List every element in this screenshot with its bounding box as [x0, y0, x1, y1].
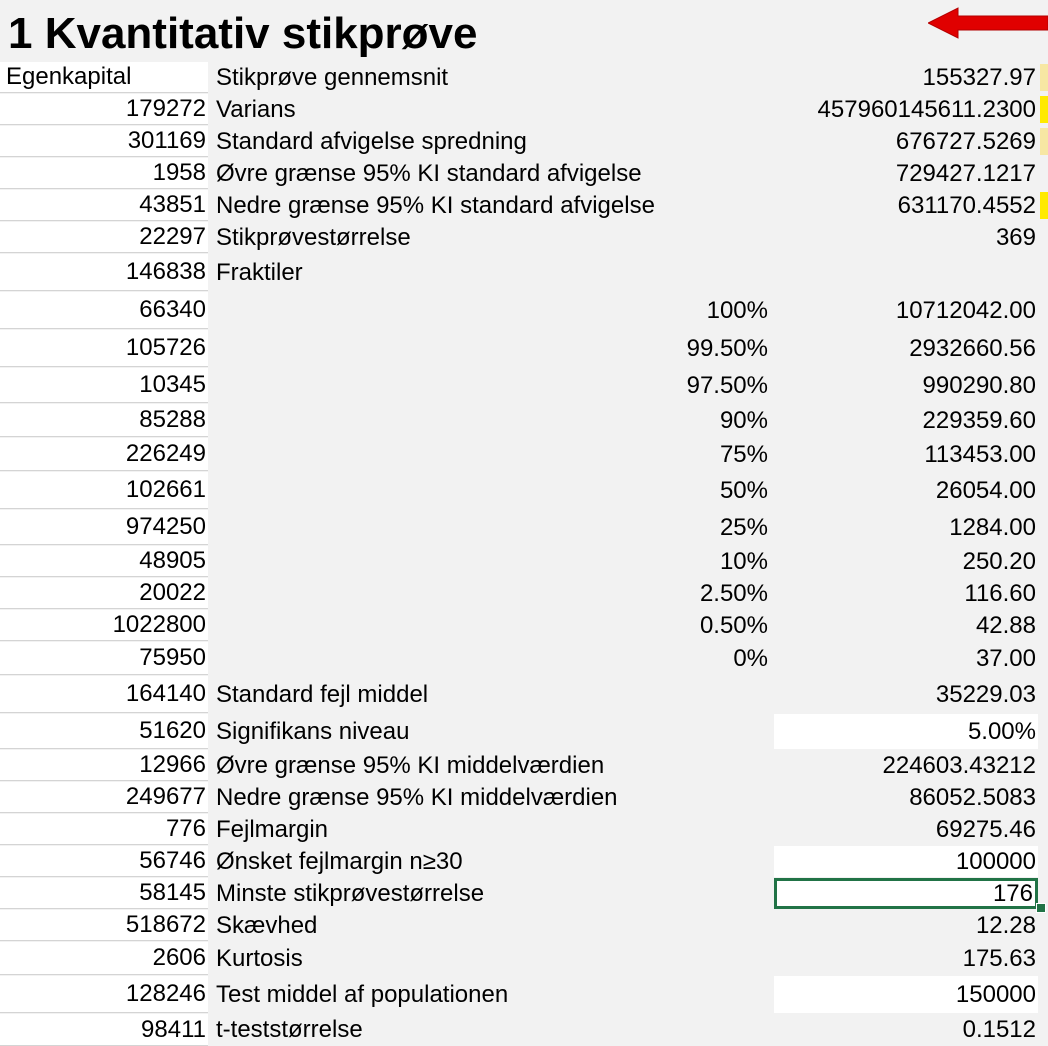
sheet-row [0, 126, 1048, 157]
cell-percentile[interactable] [560, 814, 768, 845]
cell-egenkapital[interactable]: 10345 [0, 368, 208, 403]
cell-value[interactable]: 229359.60 [922, 406, 1036, 434]
cell-value[interactable]: 0.1512 [962, 1016, 1036, 1043]
cell-value[interactable]: 1284.00 [949, 513, 1036, 541]
sheet-row [0, 910, 1048, 941]
cell-egenkapital[interactable]: 56746 [0, 846, 208, 877]
sheet-row [0, 878, 1048, 909]
sheet-row [0, 404, 1048, 437]
cell-percentile[interactable]: 10% [719, 547, 768, 575]
sheet-row [0, 330, 1048, 367]
cell-value[interactable]: 69275.46 [935, 815, 1036, 843]
cell-egenkapital[interactable]: 98411 [0, 1014, 208, 1046]
cell-value[interactable]: 369 [995, 223, 1036, 251]
cell-egenkapital[interactable]: 105726 [0, 330, 208, 367]
cell-label[interactable]: Nedre grænse 95% KI middelværdien [216, 783, 618, 811]
cell-percentile[interactable] [560, 910, 768, 941]
sheet-row [0, 472, 1048, 509]
cell-value[interactable]: 12.28 [975, 911, 1036, 939]
cell-egenkapital[interactable]: 226249 [0, 438, 208, 471]
cell-label[interactable]: Standard afvigelse spredning [216, 127, 527, 155]
cell-percentile[interactable]: 75% [719, 440, 768, 468]
sheet-row [0, 610, 1048, 641]
cell-egenkapital[interactable]: 301169 [0, 126, 208, 157]
cell-percentile[interactable] [560, 878, 768, 909]
cell-egenkapital[interactable]: 20022 [0, 578, 208, 609]
sheet-row [0, 546, 1048, 577]
cell-percentile[interactable]: 50% [719, 476, 768, 504]
cell-value[interactable]: 990290.80 [922, 371, 1036, 399]
cell-label[interactable]: Fejlmargin [216, 815, 329, 843]
cell-value[interactable]: 86052.5083 [909, 783, 1036, 811]
sheet-row [0, 814, 1048, 845]
cell-label[interactable]: Standard fejl middel [216, 680, 429, 708]
cell-percentile[interactable]: 2.50% [699, 579, 768, 607]
sheet-row [0, 158, 1048, 189]
cell-label[interactable]: Fraktiler [216, 258, 303, 286]
sheet-row [0, 642, 1048, 675]
cell-egenkapital[interactable]: 58145 [0, 878, 208, 909]
cell-percentile[interactable]: 25% [719, 513, 768, 541]
cell-egenkapital[interactable]: 66340 [0, 292, 208, 329]
cell-value[interactable]: 631170.4552 [897, 191, 1036, 219]
cell-value[interactable]: 224603.43212 [882, 751, 1036, 779]
cell-label[interactable]: Test middel af populationen [216, 980, 509, 1008]
sheet-row [0, 782, 1048, 813]
cell-percentile[interactable] [560, 750, 768, 781]
sheet-row [0, 62, 1048, 93]
sheet-row [0, 714, 1048, 749]
cell-value[interactable]: 37.00 [975, 644, 1036, 672]
sheet-row [0, 510, 1048, 545]
cell-egenkapital[interactable]: 128246 [0, 976, 208, 1013]
cell-percentile[interactable]: 99.50% [686, 334, 768, 362]
cell-percentile[interactable] [560, 254, 768, 291]
cell-value[interactable]: 155327.97 [922, 63, 1036, 91]
cell-egenkapital[interactable]: 51620 [0, 714, 208, 749]
cell-value[interactable]: 42.88 [975, 611, 1036, 639]
cell-value[interactable]: 150000 [774, 976, 1038, 1013]
cell-egenkapital[interactable]: 1022800 [0, 610, 208, 641]
sheet-row [0, 94, 1048, 125]
cell-egenkapital[interactable]: 22297 [0, 222, 208, 253]
cell-percentile[interactable] [560, 976, 768, 1013]
cell-egenkapital[interactable]: 164140 [0, 676, 208, 713]
sheet-row [0, 1014, 1048, 1046]
sheet-title: 1 Kvantitativ stikprøve [8, 9, 478, 58]
cell-percentile[interactable] [560, 94, 768, 125]
cell-percentile[interactable] [560, 62, 768, 93]
cell-percentile[interactable] [560, 846, 768, 877]
cell-percentile[interactable] [560, 782, 768, 813]
sheet-row [0, 942, 1048, 975]
cell-value[interactable]: 35229.03 [935, 680, 1036, 708]
cell-egenkapital[interactable]: 249677 [0, 782, 208, 813]
cell-egenkapital[interactable]: 48905 [0, 546, 208, 577]
selected-cell-value[interactable]: 176 [774, 878, 1038, 909]
cell-egenkapital[interactable]: 518672 [0, 910, 208, 941]
cell-percentile[interactable] [560, 158, 768, 189]
cell-value[interactable]: 457960145611.2300 [817, 95, 1036, 123]
highlight-marker [1040, 96, 1048, 123]
cell-label[interactable]: Signifikans niveau [216, 717, 410, 745]
highlight-marker [1040, 192, 1048, 219]
cell-value[interactable]: 175.63 [962, 944, 1036, 972]
cell-label[interactable]: Varians [216, 95, 296, 123]
cell-label[interactable]: t-teststørrelse [216, 1016, 363, 1043]
cell-egenkapital[interactable]: 776 [0, 814, 208, 845]
sheet-row [0, 292, 1048, 329]
cell-label[interactable]: Skævhed [216, 911, 318, 939]
cell-value[interactable]: 116.60 [964, 579, 1036, 607]
sheet-row [0, 190, 1048, 221]
cell-label[interactable]: Ønsket fejlmargin n≥30 [216, 847, 463, 875]
cell-value[interactable]: 10712042.00 [895, 296, 1036, 324]
cell-egenkapital[interactable]: 43851 [0, 190, 208, 221]
cell-label[interactable]: Minste stikprøvestørrelse [216, 879, 485, 907]
cell-label[interactable]: Nedre grænse 95% KI standard afvigelse [216, 191, 655, 219]
cell-egenkapital[interactable]: 75950 [0, 642, 208, 675]
cell-percentile[interactable]: 90% [719, 406, 768, 434]
cell-percentile[interactable] [560, 942, 768, 975]
cell-egenkapital[interactable]: 102661 [0, 472, 208, 509]
highlight-marker [1040, 64, 1048, 91]
cell-label[interactable]: Øvre grænse 95% KI standard afvigelse [216, 159, 642, 187]
cell-egenkapital[interactable]: 179272 [0, 94, 208, 125]
cell-value[interactable]: 113453.00 [924, 440, 1036, 468]
cell-value[interactable]: 250.20 [962, 547, 1036, 575]
sheet-row [0, 222, 1048, 253]
cell-percentile[interactable] [560, 1014, 768, 1046]
cell-egenkapital[interactable]: 974250 [0, 510, 208, 545]
cell-value[interactable]: 5.00% [774, 714, 1038, 749]
cell-value[interactable]: 100000 [774, 846, 1038, 877]
cell-egenkapital[interactable]: 1958 [0, 158, 208, 189]
cell-value[interactable]: 729427.1217 [895, 159, 1036, 187]
cell-value[interactable] [774, 254, 1038, 291]
cell-percentile[interactable] [560, 222, 768, 253]
cell-percentile[interactable]: 100% [706, 296, 768, 324]
cell-label[interactable]: Øvre grænse 95% KI middelværdien [216, 751, 605, 779]
cell-label[interactable]: Stikprøvestørrelse [216, 223, 411, 251]
cell-egenkapital[interactable]: 12966 [0, 750, 208, 781]
sheet-row [0, 750, 1048, 781]
cell-percentile[interactable] [560, 190, 768, 221]
cell-value[interactable]: 26054.00 [935, 476, 1036, 504]
sheet-row [0, 846, 1048, 877]
cell-egenkapital[interactable]: 85288 [0, 404, 208, 437]
sheet-row [0, 438, 1048, 471]
cell-label[interactable]: Kurtosis [216, 944, 303, 972]
cell-percentile[interactable]: 0.50% [699, 611, 768, 639]
cell-percentile[interactable]: 97.50% [686, 371, 768, 399]
cell-percentile[interactable] [560, 126, 768, 157]
cell-value[interactable]: 2932660.56 [909, 334, 1036, 362]
cell-egenkapital[interactable]: 146838 [0, 254, 208, 291]
sheet-row [0, 254, 1048, 291]
cell-egenkapital[interactable]: 2606 [0, 942, 208, 975]
sheet-row [0, 676, 1048, 713]
sheet-row [0, 976, 1048, 1013]
cell-percentile[interactable]: 0% [733, 644, 768, 672]
sheet-row [0, 578, 1048, 609]
cell-value[interactable]: 676727.5269 [895, 127, 1036, 155]
cell-percentile[interactable] [560, 676, 768, 713]
highlight-marker [1040, 128, 1048, 155]
cell-egenkapital-header[interactable]: Egenkapital [0, 62, 208, 93]
cell-percentile[interactable] [560, 714, 768, 749]
sheet-row [0, 368, 1048, 403]
cell-label[interactable]: Stikprøve gennemsnit [216, 63, 449, 91]
